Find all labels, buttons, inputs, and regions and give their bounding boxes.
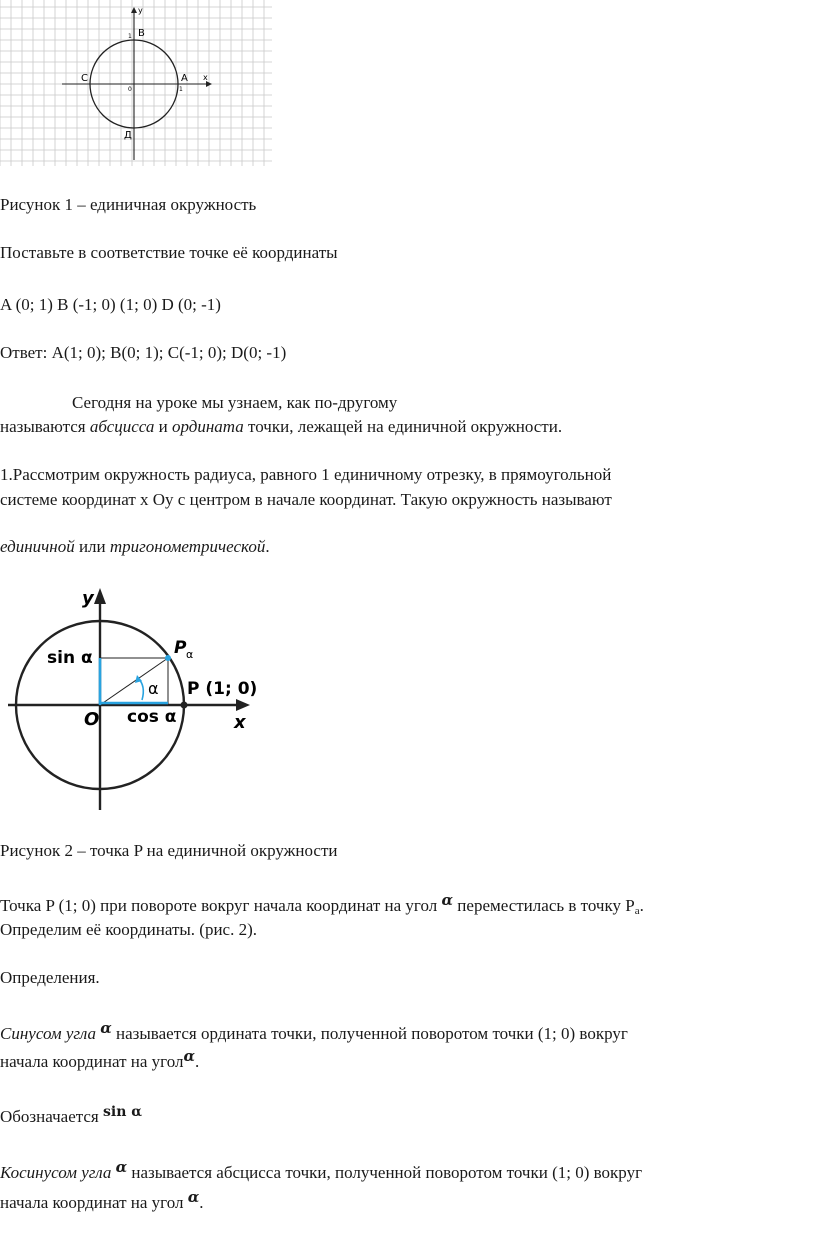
intro-line2-end: точки, лежащей на единичной окружности.: [243, 417, 563, 436]
conj-and: и: [154, 417, 172, 436]
intro-line2: [0, 416, 562, 438]
fig2-axis-y: y: [82, 588, 94, 609]
grid-circle-svg: [0, 0, 272, 166]
fig1-origin: 0: [128, 86, 132, 93]
paragraph-line1-mid: переместилась в точку P: [453, 896, 635, 915]
fig1-tick-y: 1: [128, 33, 132, 40]
term-trig: тригонометрической: [109, 537, 266, 556]
figure1-caption: Рисунок 1 – единичная окружность: [0, 195, 257, 214]
alpha-symbol: α: [441, 891, 454, 909]
fig1-axis-y: y: [138, 6, 143, 15]
cos-definition-line1: [0, 1158, 643, 1184]
section1-line2: системе координат x Oy с центром в начале координат. Такую окружность называют: [0, 490, 612, 509]
alpha-symbol: α: [100, 1019, 112, 1037]
task-options: A (0; 1) B (-1; 0) (1; 0) D (0; -1): [0, 295, 221, 314]
fig2-point-p: P (1; 0): [187, 679, 258, 699]
cos-line2: начала координат на угол: [0, 1193, 188, 1212]
fig2-angle-label: α: [148, 679, 159, 698]
fig2-cos-label: cos α: [127, 707, 177, 727]
section1-line1: 1.Рассмотрим окружность радиуса, равного 1 единичному отрезку, в прямоугольной: [0, 465, 612, 484]
sin-alpha-expression: sin α: [103, 1104, 143, 1120]
paragraph-line2: Определим её координаты. (рис. 2).: [0, 920, 258, 939]
fig2-point-pa-sub: α: [186, 648, 194, 661]
cos-term: Косинусом угла: [0, 1163, 112, 1182]
alpha-symbol: α: [183, 1047, 196, 1065]
sine-end: .: [195, 1052, 200, 1071]
paragraph-line1: [0, 891, 644, 922]
fig1-point-d: Д: [124, 130, 132, 141]
x-axis-arrow: [236, 699, 250, 711]
intro-line2-start: называются: [0, 417, 90, 436]
fig1-point-a: A: [181, 73, 188, 84]
paragraph-line1-start: Точка P (1; 0) при повороте вокруг начала координат на угол: [0, 896, 442, 915]
sine-line2: начала координат на угол: [0, 1052, 184, 1071]
fig1-axis-x: x: [203, 73, 208, 82]
term-unit: единичной: [0, 537, 75, 556]
cos-definition-line2: [0, 1188, 204, 1214]
point-pa-dot: [165, 655, 171, 661]
sine-text: называется ордината точки, полученной поворотом точки (1; 0) вокруг: [111, 1024, 628, 1043]
cos-text: называется абсцисса точки, полученной поворотом точки (1; 0) вокруг: [127, 1163, 643, 1182]
figure2-caption: Рисунок 2 – точка P на единичной окружности: [0, 841, 338, 860]
section1-period: .: [265, 537, 270, 556]
fig2-origin: O: [84, 709, 100, 730]
y-axis-arrow: [94, 588, 106, 604]
paragraph-sub: a: [634, 905, 640, 917]
point-p-dot: [181, 702, 188, 709]
figure-trig-circle: [0, 582, 272, 814]
term-ordinate: ордината: [172, 417, 244, 436]
paragraph-line1-end: .: [639, 896, 644, 915]
fig2-axis-x: x: [234, 712, 246, 733]
trig-circle-svg: [0, 582, 272, 814]
definitions-heading: Определения.: [0, 968, 100, 987]
sine-definition-line1: [0, 1019, 628, 1045]
grid-lines: [0, 0, 272, 166]
cos-end: .: [199, 1193, 204, 1212]
fig2-point-pa: P: [174, 638, 187, 658]
notation-label: Обозначается: [0, 1107, 103, 1126]
alpha-symbol: α: [187, 1188, 200, 1206]
notation-line: [0, 1106, 142, 1129]
fig1-tick-x: 1: [179, 86, 183, 93]
task-instruction: Поставьте в соответствие точке её координаты: [0, 243, 338, 262]
alpha-symbol: α: [115, 1158, 128, 1176]
figure-unit-circle-grid: [0, 0, 272, 166]
fig2-sin-label: sin α: [47, 648, 93, 668]
intro-line1: Сегодня на уроке мы узнаем, как по-другому: [72, 393, 398, 412]
fig1-point-b: B: [138, 28, 145, 39]
section1-line3: [0, 536, 270, 558]
conj-or: или: [74, 537, 110, 556]
term-abscissa: абсцисса: [89, 417, 155, 436]
fig1-point-c: C: [81, 73, 88, 84]
sine-term: Синусом угла: [0, 1024, 96, 1043]
sine-definition-line2: [0, 1047, 200, 1073]
task-answer: Ответ: A(1; 0); B(0; 1); C(-1; 0); D(0; -1): [0, 343, 287, 362]
